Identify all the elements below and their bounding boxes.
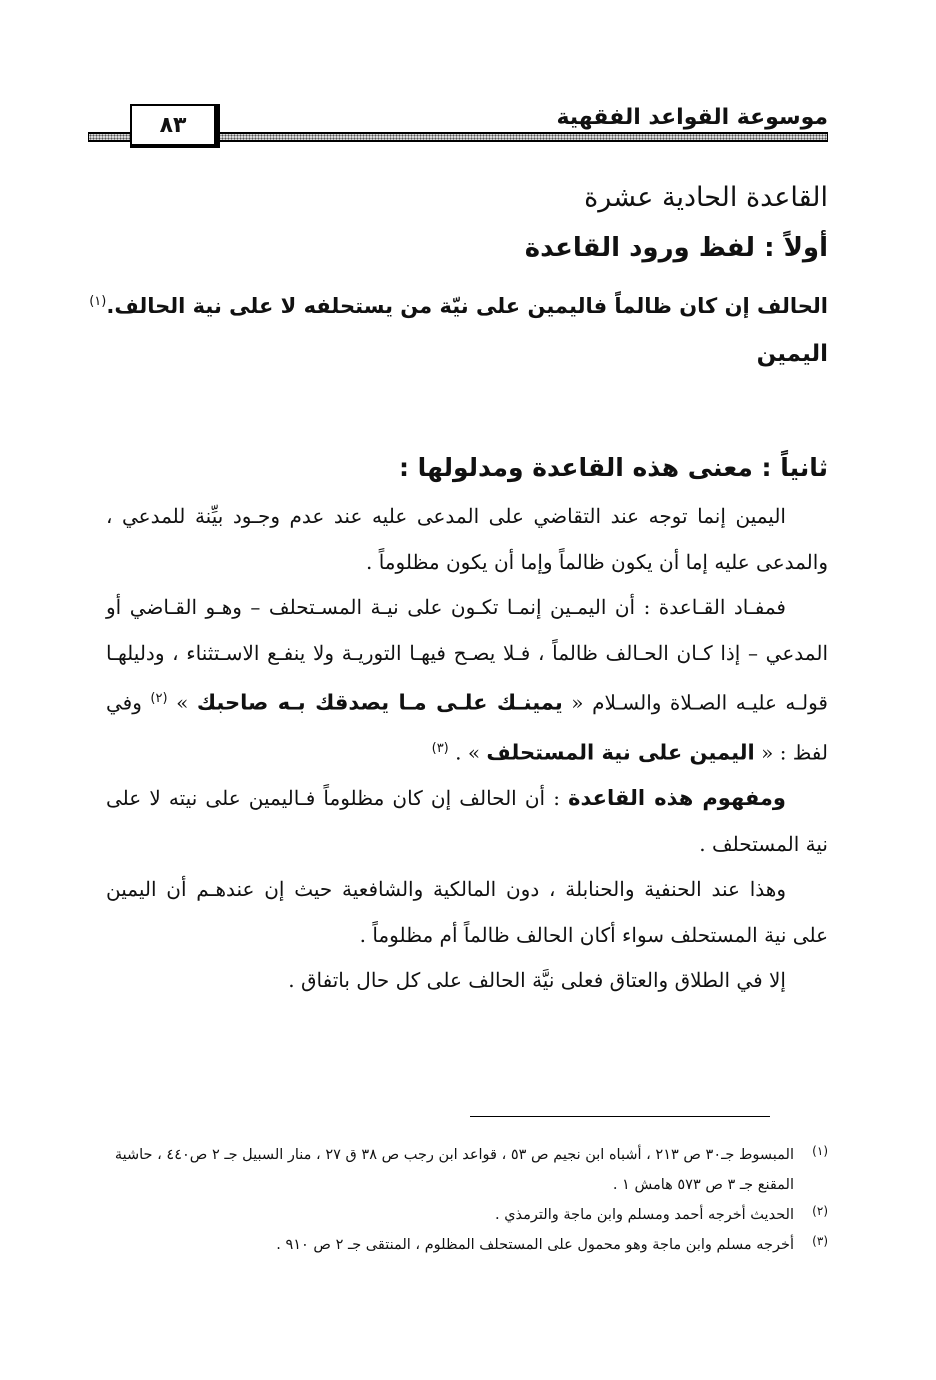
footnote-1-mark: (١): [812, 1144, 828, 1158]
paragraph-2: [106, 585, 828, 776]
footnote-separator: [470, 1116, 770, 1117]
paragraph-3: [106, 776, 828, 867]
paragraph-5: إلا في الطلاق والعتاق فعلى نيَّة الحالف على كل حال باتفاق .: [288, 968, 786, 993]
section2-title: ثانياً : معنى هذه القاعدة ومدلولها :: [398, 453, 828, 482]
footnote-3: [98, 1230, 828, 1260]
footnote-2: [98, 1200, 828, 1230]
p2-part-c: وفي لفظ : «: [106, 690, 828, 765]
footnotes: [98, 1140, 828, 1260]
footnote-2-mark: (٢): [812, 1204, 828, 1218]
footnote-1: [98, 1140, 828, 1200]
footnote-mark-1: (١): [89, 294, 107, 309]
hadith-quote-2: اليمين على نية المستحلف: [486, 740, 755, 765]
paragraph-4: وهذا عند الحنفية والحنابلة ، دون المالكية والشافعية حيث إن عندهـم أن اليمين على نية المستحلف سواء أكان الحالف ظالماً أم مظلوماً .: [106, 877, 828, 947]
footnote-3-text: أخرجه مسلم وابن ماجة وهو محمول على المستحلف المظلوم ، المنتقى جـ ٢ ص ٩١٠ .: [276, 1237, 794, 1253]
footnote-1-text: المبسوط جـ٣٠ ص ٢١٣ ، أشباه ابن نجيم ص ٥٣ ، قواعد ابن رجب ص ٣٨ ق ٢٧ ، منار السبيل جـ ٢ ص٤٤٠ ، حاشية المقنع جـ ٣ ص ٥٧٣ هامش ١ .: [114, 1147, 794, 1193]
running-title: موسوعة القواعد الفقهية: [556, 105, 828, 130]
p2-part-d: » .: [448, 740, 487, 765]
keyword-label: اليمين: [756, 341, 828, 367]
body-text: [106, 494, 828, 1004]
footnote-mark-3: (٣): [431, 741, 449, 757]
footnote-3-mark: (٣): [812, 1234, 828, 1248]
rule-statement: [89, 284, 828, 324]
rule-text: الحالف إن كان ظالماً فاليمين على نيّة من يستحلفه لا على نية الحالف.: [106, 294, 828, 318]
paragraph-1: اليمين إنما توجه عند التقاضي على المدعى عليه عند عدم وجـود بيِّنة للمدعي ، والمدعى عليه إما أن يكون ظالماً وإما أن يكون مظلوماً .: [106, 504, 828, 574]
p3-label: ومفهوم هذه القاعدة: [568, 786, 786, 811]
footnote-mark-2: (٢): [150, 691, 168, 706]
page-number: ٨٣: [130, 104, 220, 148]
p2-part-a: فمفـاد القـاعدة : أن اليمـين إنمـا تكـون على نيـة المسـتحلف – وهـو القـاضي أو المدعي – إذا كـان الحـالف ظالماً ، فـلا يصـح فيهـا التوريـة ولا ينفـع الاسـتثناء ، ودليلهـا قولـه عليـه الصـلاة والسـلام «: [106, 595, 828, 715]
p3-text: : أن الحالف إن كان مظلوماً فـاليمين على نيته لا على نية المستحلف .: [106, 786, 828, 856]
footnote-2-text: الحديث أخرجه أحمد ومسلم وابن ماجة والترمذي .: [494, 1207, 794, 1223]
rule-heading: القاعدة الحادية عشرة: [584, 182, 828, 213]
hadith-quote-1: يمينـك علـى مـا يصدقك بـه صاحبك: [196, 690, 563, 715]
p2-part-b: »: [167, 690, 197, 715]
section1-title: أولاً : لفظ ورود القاعدة: [524, 233, 828, 263]
